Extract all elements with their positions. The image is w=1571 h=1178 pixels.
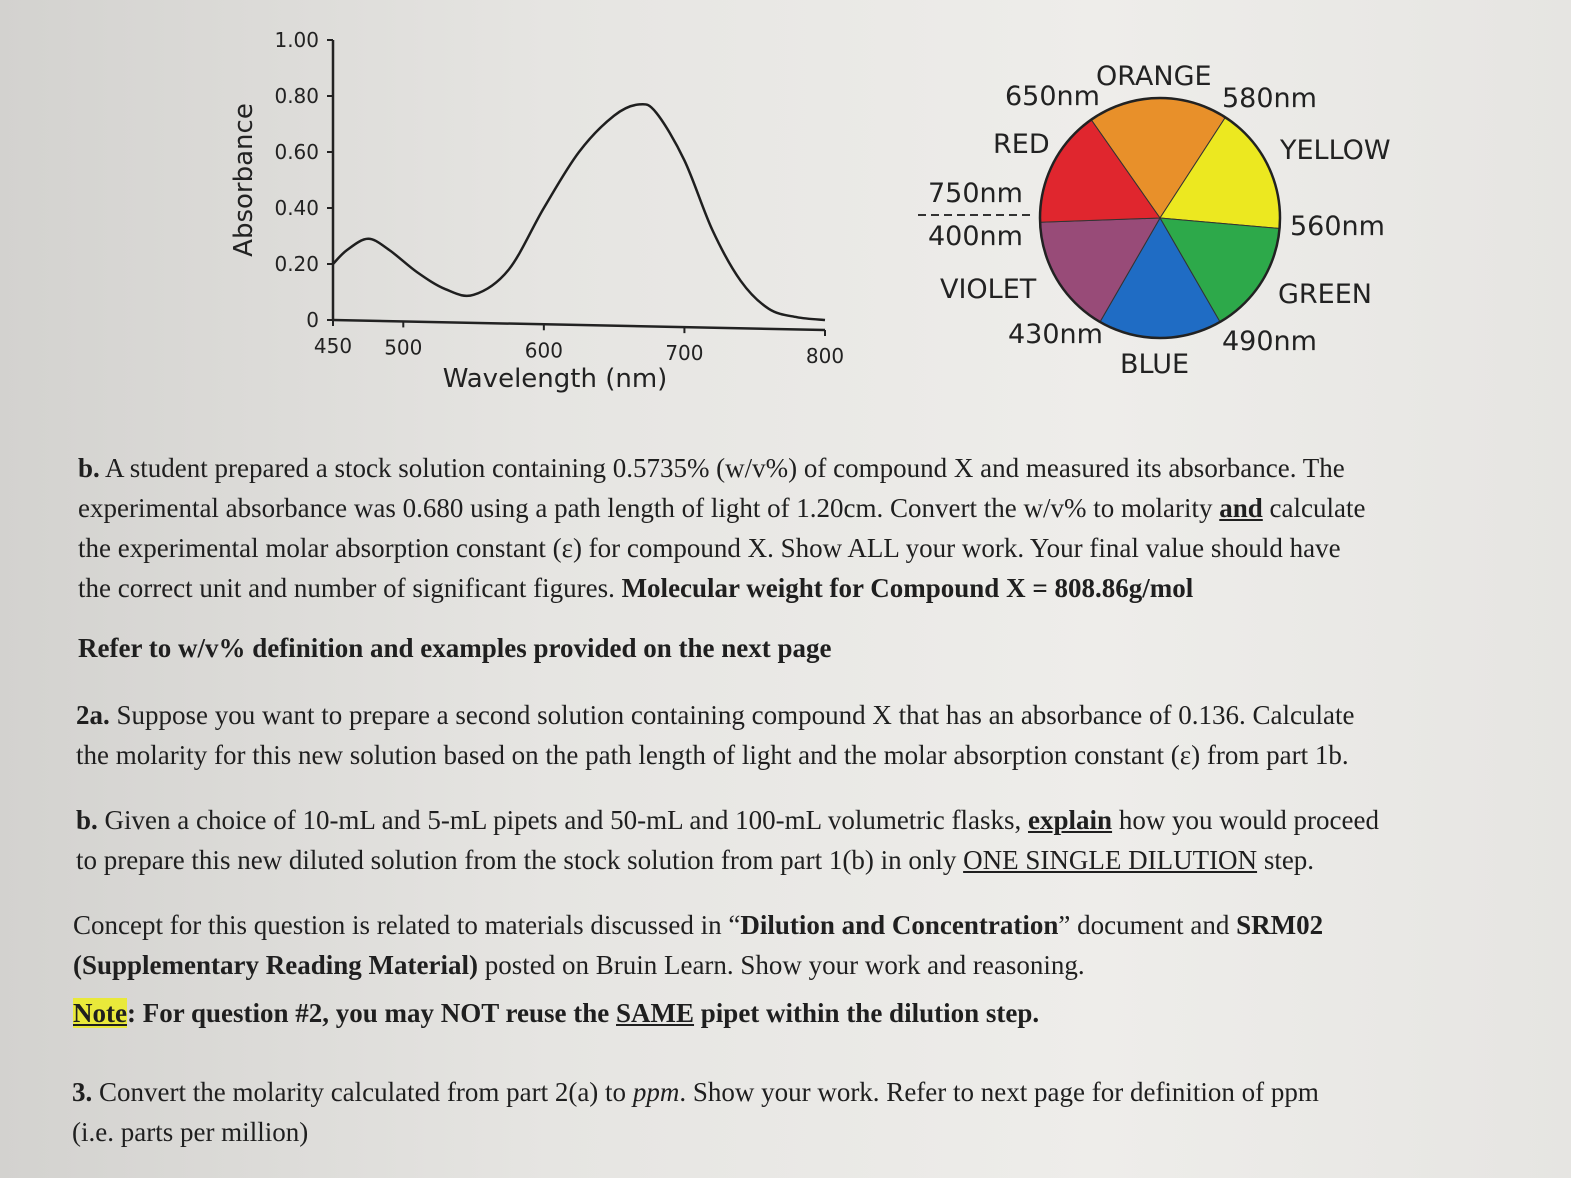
q2b-line2a: to prepare this new diluted solution from the stock solution from part 1(b) in only — [76, 845, 964, 875]
q3-line2: (i.e. parts per million) — [72, 1117, 309, 1147]
x-tick-label: 500 — [384, 335, 423, 360]
q2b-line1b: how you would proceed — [1112, 805, 1380, 835]
y-tick-label: 0 — [306, 308, 319, 332]
label-green: GREEN — [1278, 279, 1372, 310]
question-2b — [76, 800, 1496, 880]
q1b-line1: A student prepared a stock solution containing 0.5735% (w/v%) of compound X and measured its absorbance. The — [99, 453, 1345, 483]
q3-b: . Show your work. Refer to next page for definition of ppm — [679, 1077, 1319, 1107]
concept-a: Concept for this question is related to materials discussed in “ — [73, 910, 741, 940]
q1b-line2b: calculate — [1262, 493, 1366, 523]
x-tick-label: 700 — [665, 341, 704, 366]
q1b-line2: experimental absorbance was 0.680 using a path length of light of 1.20cm. Convert the w/v% to molarity — [78, 493, 1213, 523]
x-axis-label: Wavelength (nm) — [442, 364, 668, 394]
q1b-line4: the correct unit and number of significant figures. — [78, 573, 622, 603]
color-wheel-diagram — [900, 55, 1420, 395]
q1b-line3: the experimental molar absorption constant (ε) for compound X. Show ALL your work. Your final value should have — [78, 533, 1341, 563]
q2a-prefix: 2a. — [76, 700, 110, 730]
concept-srm2: (Supplementary Reading Material) — [73, 950, 478, 980]
label-750nm: 750nm — [928, 178, 1023, 209]
note-label: Note — [73, 998, 127, 1028]
concept-doc: Dilution and Concentration — [740, 910, 1059, 940]
q1b-prefix: b. — [78, 453, 100, 483]
label-580nm: 580nm — [1222, 83, 1317, 114]
concept-c: posted on Bruin Learn. Show your work and reasoning. — [477, 950, 1085, 980]
refer-note — [78, 628, 1498, 668]
y-tick-label: 0.20 — [274, 252, 319, 276]
label-blue: BLUE — [1120, 349, 1190, 380]
x-tick-label: 450 — [313, 334, 353, 358]
concept-paragraph — [73, 905, 1493, 985]
x-tick-label: 600 — [524, 338, 563, 363]
x-tick-label: 800 — [805, 344, 845, 368]
label-red: RED — [993, 129, 1050, 160]
question-3 — [72, 1072, 1492, 1152]
q2b-line2b: step. — [1257, 845, 1315, 875]
concept-srm: SRM02 — [1236, 910, 1324, 940]
q2b-line1a: Given a choice of 10-mL and 5-mL pipets and 50-mL and 100-mL volumetric flasks, — [97, 805, 1029, 835]
q1b-and: and — [1219, 493, 1263, 523]
label-650nm: 650nm — [1005, 81, 1100, 112]
question-2a — [76, 695, 1496, 775]
label-400nm: 400nm — [928, 221, 1023, 252]
question-1b — [78, 448, 1498, 608]
label-430nm: 430nm — [1008, 319, 1103, 350]
note-a: : For question #2, you may NOT reuse the — [126, 998, 617, 1028]
absorbance-spectrum-chart — [215, 20, 855, 400]
note-same: SAME — [616, 998, 695, 1028]
y-tick-label: 0.80 — [274, 84, 319, 108]
q2b-prefix: b. — [76, 805, 98, 835]
label-560nm: 560nm — [1290, 211, 1385, 242]
label-orange: ORANGE — [1096, 61, 1212, 92]
refer-text: Refer to w/v% definition and examples provided on the next page — [78, 633, 832, 663]
note-paragraph — [73, 993, 1493, 1033]
q2b-single-dilution: ONE SINGLE DILUTION — [963, 845, 1258, 875]
concept-b: ” document and — [1058, 910, 1237, 940]
label-violet: VIOLET — [940, 274, 1037, 305]
q2a-line1: Suppose you want to prepare a second solution containing compound X that has an absorbance of 0.136. Calculate — [109, 700, 1355, 730]
note-b: pipet within the dilution step. — [694, 998, 1040, 1028]
q3-ppm: ppm — [632, 1077, 680, 1107]
q3-a: Convert the molarity calculated from part 2(a) to — [92, 1077, 633, 1107]
label-yellow: YELLOW — [1280, 135, 1391, 166]
label-490nm: 490nm — [1222, 326, 1317, 357]
x-axis — [333, 320, 825, 330]
y-axis-label: Absorbance — [229, 103, 259, 257]
q3-prefix: 3. — [72, 1077, 93, 1107]
q1b-molecular-weight: Molecular weight for Compound X = 808.86g/mol — [621, 573, 1194, 603]
q2b-explain: explain — [1028, 805, 1113, 835]
absorbance-curve — [333, 104, 825, 320]
y-tick-label: 0.60 — [274, 140, 319, 164]
y-tick-label: 0.40 — [274, 196, 319, 220]
y-tick-label: 1.00 — [274, 28, 319, 52]
q2a-line2: the molarity for this new solution based on the path length of light and the molar absorption constant (ε) from part 1b. — [76, 740, 1349, 770]
